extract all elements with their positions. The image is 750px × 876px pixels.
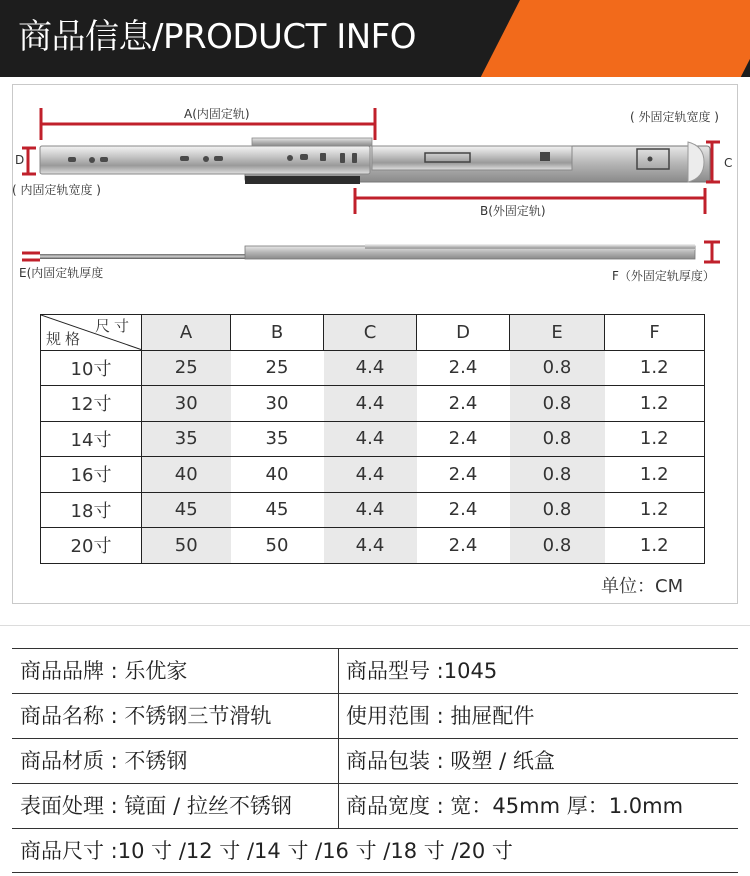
spec-value-cell: 2.4	[417, 492, 510, 528]
spec-value-cell: 1.2	[605, 386, 705, 422]
spec-value-cell: 50	[142, 528, 231, 564]
spec-row	[41, 457, 705, 493]
info-divider	[338, 739, 339, 783]
info-divider	[338, 649, 339, 693]
spec-value-cell: 35	[142, 421, 231, 457]
label-f: F（外固定轨厚度）	[612, 269, 715, 283]
info-width: 商品宽度 : 宽：45mm 厚：1.0mm	[346, 794, 684, 818]
corner-size-label: 尺寸	[94, 317, 133, 335]
product-info-table	[12, 648, 738, 873]
spec-column-header: E	[510, 315, 605, 351]
spec-value-cell: 30	[142, 386, 231, 422]
info-usage: 使用范围 : 抽屉配件	[346, 704, 535, 728]
info-material: 商品材质 : 不锈钢	[20, 749, 188, 773]
info-row	[12, 828, 738, 873]
spec-size-cell: 10寸	[41, 350, 142, 386]
spec-corner-cell	[41, 315, 142, 351]
spec-value-cell: 4.4	[324, 457, 417, 493]
spec-value-cell: 25	[142, 350, 231, 386]
spec-value-cell: 1.2	[605, 528, 705, 564]
spec-value-cell: 0.8	[510, 492, 605, 528]
spec-header-row	[41, 315, 705, 351]
label-c: C	[724, 156, 733, 170]
spec-value-cell: 2.4	[417, 421, 510, 457]
spec-row	[41, 386, 705, 422]
spec-value-cell: 25	[231, 350, 324, 386]
spec-value-cell: 50	[231, 528, 324, 564]
spec-value-cell: 1.2	[605, 492, 705, 528]
spec-value-cell: 0.8	[510, 528, 605, 564]
spec-value-cell: 1.2	[605, 350, 705, 386]
dimension-e-line	[22, 253, 40, 260]
spec-value-cell: 0.8	[510, 386, 605, 422]
spec-row	[41, 350, 705, 386]
section-divider	[0, 625, 750, 626]
spec-value-cell: 35	[231, 421, 324, 457]
spec-row	[41, 492, 705, 528]
spec-column-header: D	[417, 315, 510, 351]
info-row	[12, 693, 738, 738]
spec-value-cell: 2.4	[417, 457, 510, 493]
spec-column-header: F	[605, 315, 705, 351]
info-surface: 表面处理 : 镜面 / 拉丝不锈钢	[20, 794, 292, 818]
corner-spec-label: 规格	[46, 329, 85, 348]
spec-value-cell: 40	[231, 457, 324, 493]
spec-value-cell: 40	[142, 457, 231, 493]
spec-value-cell: 1.2	[605, 457, 705, 493]
spec-value-cell: 4.4	[324, 492, 417, 528]
spec-table-body	[41, 350, 705, 563]
spec-column-header: A	[142, 315, 231, 351]
unit-label: 单位：CM	[601, 576, 684, 597]
label-e: E(内固定轨厚度	[19, 266, 104, 280]
spec-size-cell: 16寸	[41, 457, 142, 493]
spec-value-cell: 4.4	[324, 421, 417, 457]
spec-value-cell: 2.4	[417, 386, 510, 422]
spec-row	[41, 421, 705, 457]
page-title: 商品信息/PRODUCT INFO	[18, 17, 417, 57]
info-model: 商品型号 :1045	[346, 659, 498, 683]
info-brand: 商品品牌 : 乐优家	[20, 659, 188, 683]
spec-size-cell: 14寸	[41, 421, 142, 457]
spec-value-cell: 2.4	[417, 350, 510, 386]
spec-row	[41, 528, 705, 564]
info-row	[12, 783, 738, 828]
spec-size-cell: 12寸	[41, 386, 142, 422]
spec-value-cell: 0.8	[510, 421, 605, 457]
spec-value-cell: 45	[142, 492, 231, 528]
info-sizes: 商品尺寸 :10 寸 /12 寸 /14 寸 /16 寸 /18 寸 /20 寸	[20, 839, 513, 863]
spec-table	[40, 314, 705, 564]
info-divider	[338, 694, 339, 738]
spec-value-cell: 4.4	[324, 528, 417, 564]
info-package: 商品包装 : 吸塑 / 纸盒	[346, 749, 555, 773]
label-a: A(内固定轨)	[184, 107, 250, 121]
spec-value-cell: 4.4	[324, 350, 417, 386]
spec-value-cell: 2.4	[417, 528, 510, 564]
info-divider	[338, 784, 339, 828]
label-inner-width: ( 内固定轨宽度 )	[12, 183, 101, 197]
info-name: 商品名称 : 不锈钢三节滑轨	[20, 704, 272, 728]
label-b: B(外固定轨)	[480, 204, 546, 218]
spec-value-cell: 0.8	[510, 457, 605, 493]
dimension-f-line	[704, 242, 720, 262]
spec-size-cell: 18寸	[41, 492, 142, 528]
label-d: D	[15, 153, 25, 167]
spec-value-cell: 45	[231, 492, 324, 528]
slide-rail-diagram	[0, 0, 750, 300]
label-outer-width: ( 外固定轨宽度 )	[630, 110, 719, 124]
spec-value-cell: 4.4	[324, 386, 417, 422]
spec-value-cell: 1.2	[605, 421, 705, 457]
spec-column-header: C	[324, 315, 417, 351]
info-row	[12, 738, 738, 783]
spec-size-cell: 20寸	[41, 528, 142, 564]
info-row	[12, 648, 738, 693]
spec-column-header: B	[231, 315, 324, 351]
spec-value-cell: 0.8	[510, 350, 605, 386]
spec-value-cell: 30	[231, 386, 324, 422]
